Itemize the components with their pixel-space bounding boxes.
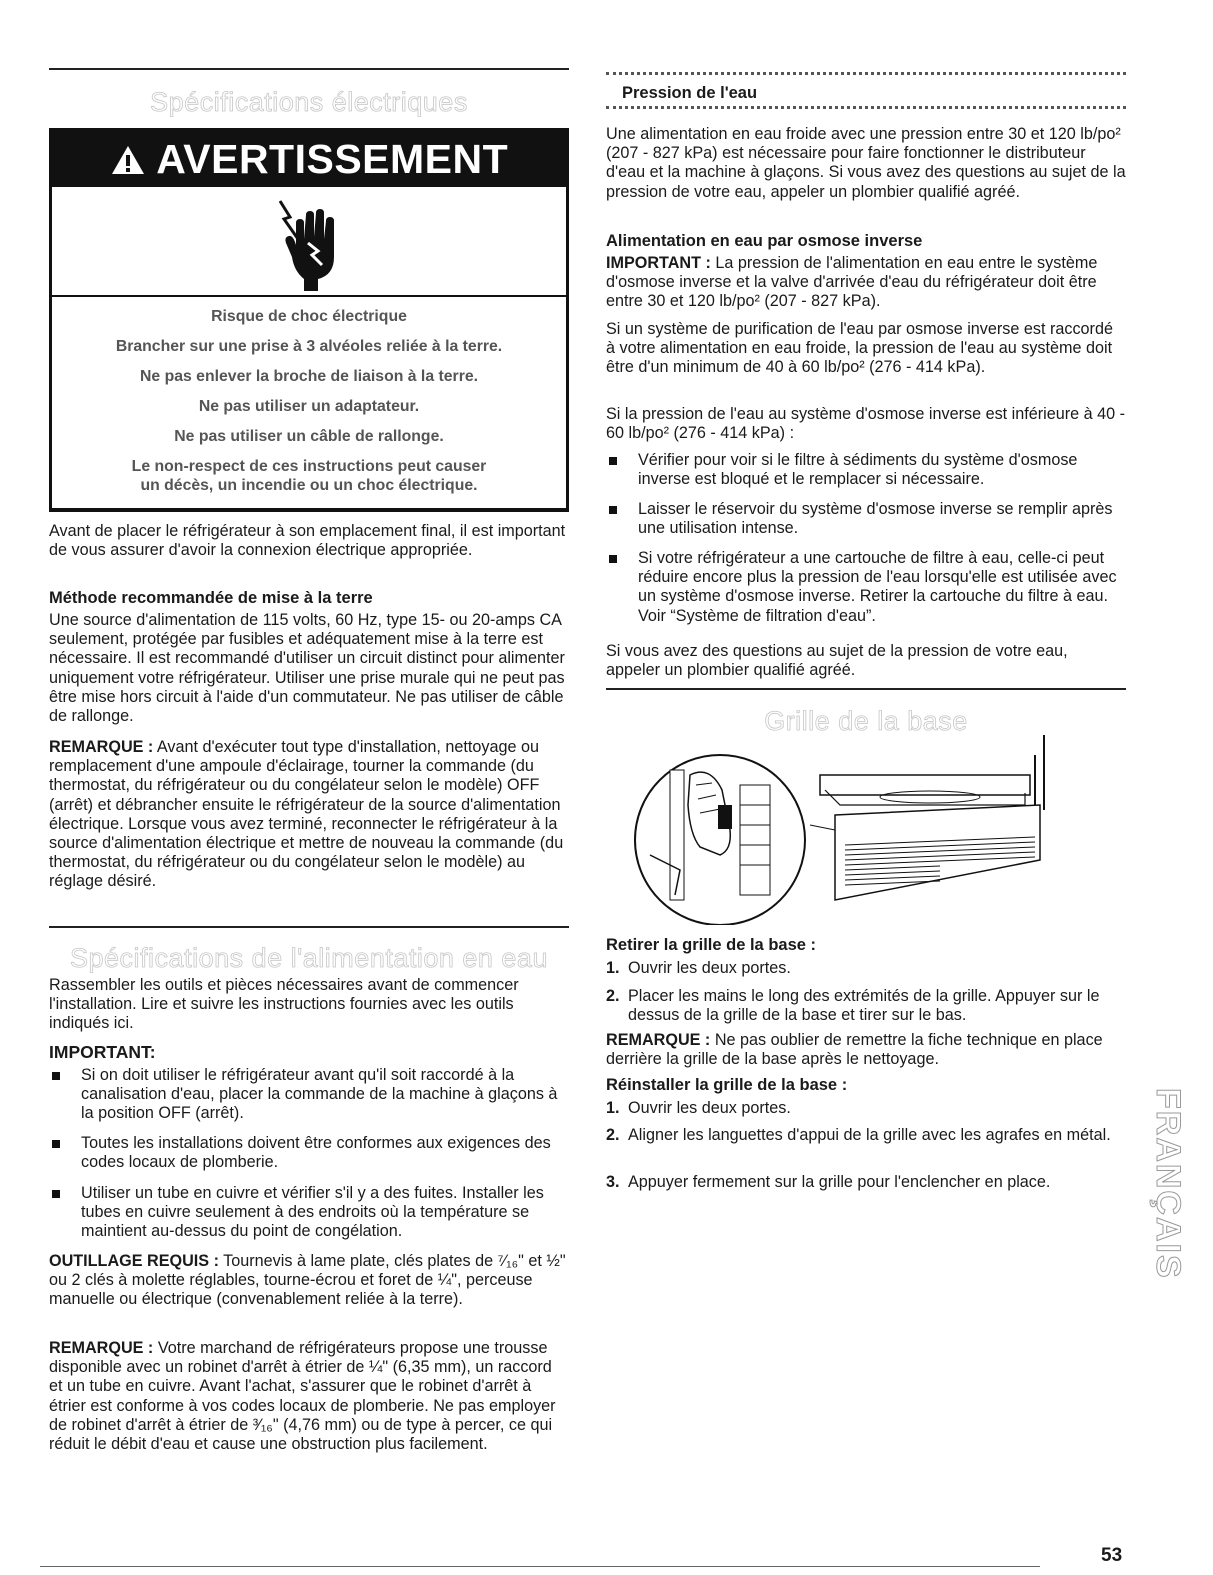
remove-step-text: Ouvrir les deux portes. xyxy=(628,959,791,977)
water-intro: Rassembler les outils et pièces nécessaires avant de commencer l'installation. Lire et suivre les instructions fournies avec les outils indiqués ici. xyxy=(49,976,519,1033)
rule-water-section xyxy=(49,926,569,928)
warning-line: Le non-respect de ces instructions peut causer xyxy=(131,458,487,475)
base-grille-illustration xyxy=(630,735,1060,925)
electric-shock-hand-icon xyxy=(274,195,344,295)
reinstall-step: 2. Aligner les languettes d'appui de la grille avec les agrafes en métal. xyxy=(606,1126,1111,1144)
warning-header xyxy=(52,131,566,187)
dotted-rule-top xyxy=(606,72,1126,75)
remark-2-label: REMARQUE : xyxy=(49,1339,154,1357)
remark-3-label: REMARQUE : xyxy=(606,1031,711,1049)
remark-3-text: Ne pas oublier de remettre la fiche technique en place derrière la grille de la base après le nettoyage. xyxy=(606,1031,1103,1069)
section-title-water: Spécifications de l'alimentation en eau xyxy=(70,943,548,973)
warning-triangle-icon xyxy=(110,136,156,182)
remove-step: 2. Placer les mains le long des extrémités de la grille. Appuyer sur le dessus de la grille de la base et tirer sur le bas. xyxy=(606,987,1100,1025)
remove-grille-heading: Retirer la grille de la base : xyxy=(606,936,817,954)
grounding-text: Une source d'alimentation de 115 volts, 60 Hz, type 15- ou 20-amps CA seulement, protégée par fusibles et adéquatement mise à la terre est nécessaire. Il est recommandé d'utiliser un circuit distinct pour alimenter uniquement votre réfrigérateur. Utiliser une prise murale qui ne peut pas être mise hors circuit à l'aide d'un commutateur. Ne pas utiliser de câble de rallonge. xyxy=(49,611,565,726)
remark-1-label: REMARQUE : xyxy=(49,738,154,756)
page-number: 53 xyxy=(1101,1545,1123,1566)
ro-heading: Alimentation en eau par osmose inverse xyxy=(606,232,923,250)
remark-1 xyxy=(49,738,569,892)
reinstall-step-text: Aligner les languettes d'appui de la grille avec les agrafes en métal. xyxy=(628,1126,1111,1144)
section-title-grille: Grille de la base xyxy=(764,706,968,736)
important-bullet: Utiliser un tube en cuivre et vérifier s'il y a des fuites. Installer les tubes en cuivre seulement à des endroits où la température se maintient au-dessus du point de congélation. xyxy=(49,1184,569,1242)
remark-2 xyxy=(49,1339,569,1454)
reinstall-step-text: Appuyer fermement sur la grille pour l'enclencher en place. xyxy=(628,1173,1051,1191)
ro-important xyxy=(606,254,1126,312)
ro-important-text: La pression de l'alimentation en eau entre le système d'osmose inverse et la valve d'arrivée d'eau du réfrigérateur doit être entre 30 et 120 lb/po² (207 - 827 kPa). xyxy=(606,254,1098,311)
dotted-rule-bottom xyxy=(606,106,1126,109)
warning-line: un décès, un incendie ou un choc électrique. xyxy=(140,477,478,494)
warning-header-text: AVERTISSEMENT xyxy=(156,136,509,182)
warning-line: Ne pas enlever la broche de liaison à la terre. xyxy=(139,368,479,385)
remark-3 xyxy=(606,1031,1126,1069)
reinstall-step: 3. Appuyer fermement sur la grille pour l'enclencher en place. xyxy=(606,1173,1051,1191)
warning-icon-area xyxy=(52,187,566,297)
reinstall-grille-heading: Réinstaller la grille de la base : xyxy=(606,1076,848,1094)
important-heading: IMPORTANT: xyxy=(49,1042,156,1062)
tools-paragraph xyxy=(49,1252,569,1310)
reinstall-step: 1. Ouvrir les deux portes. xyxy=(606,1099,791,1117)
remark-2-text: Votre marchand de réfrigérateurs propose une trousse disponible avec un robinet d'arrêt à étrier de ¼" (6,35 mm), un raccord et un tube en cuivre. Avant l'achat, s'assurer que le robinet d'arrêt à étrier est conforme à vos codes locaux de plomberie. Ne pas employer de robinet d'arrêt à étrier de ³⁄₁₆" (4,76 mm) ou de type à percer, ce qui réduit le débit d'eau et cause une obstruction plus facilement. xyxy=(49,1339,556,1454)
ro-bullet: Vérifier pour voir si le filtre à sédiments du système d'osmose inverse est bloqué et le remplacer si nécessaire. xyxy=(606,451,1126,489)
reinstall-step-text: Ouvrir les deux portes. xyxy=(628,1099,791,1117)
pressure-text: Une alimentation en eau froide avec une pression entre 30 et 120 lb/po² (207 - 827 kPa) est nécessaire pour faire fonctionner le distributeur d'eau et la machine à glaçons. Si vous avez des questions au sujet de la pression de votre eau, appeler un plombier qualifié agréé. xyxy=(606,125,1126,201)
ro-paragraph-2: Si un système de purification de l'eau par osmose inverse est raccordé à votre alimentation en eau froide, la pression de l'eau au système doit être d'un minimum de 40 à 60 lb/po² (276 - 414 kPa). xyxy=(606,320,1113,377)
tools-text: Tournevis à lame plate, clés plates de ⁷⁄₁₆" et ½" ou 2 clés à molette réglables, tourne-écrou et foret de ¼", perceuse manuelle ou électrique (convenablement reliée à la terre). xyxy=(49,1252,566,1309)
remove-step: 1. Ouvrir les deux portes. xyxy=(606,959,791,977)
ro-bullet: Si votre réfrigérateur a une cartouche de filtre à eau, celle-ci peut réduire encore plus la pression de l'eau lorsqu'elle est utilisée avec un système d'osmose inverse. Retirer la cartouche du filtre à eau. Voir “Système de filtration d'eau”. xyxy=(606,549,1126,626)
warning-line: Ne pas utiliser un adaptateur. xyxy=(198,398,420,415)
ro-paragraph-3: Si la pression de l'eau au système d'osmose inverse est inférieure à 40 - 60 lb/po² (276 - 414 kPa) : xyxy=(606,405,1126,443)
grounding-heading: Méthode recommandée de mise à la terre xyxy=(49,589,373,607)
warning-line: Ne pas utiliser un câble de rallonge. xyxy=(174,428,444,445)
ro-important-label: IMPORTANT : xyxy=(606,254,711,272)
tools-label: OUTILLAGE REQUIS : xyxy=(49,1252,219,1270)
section-title-electrical: Spécifications électriques xyxy=(150,87,468,117)
important-bullet: Si on doit utiliser le réfrigérateur avant qu'il soit raccordé à la canalisation d'eau, placer la commande de la machine à glaçons à la position OFF (arrêt). xyxy=(49,1066,569,1124)
rule-grille-section xyxy=(606,688,1126,690)
remark-1-text: Avant d'exécuter tout type d'installation, nettoyage ou remplacement d'une ampoule d'éclairage, tourner la commande (du thermostat, du réfrigérateur ou du congélateur selon le modèle) OFF (arrêt) et débrancher ensuite le réfrigérateur de la source d'alimentation électrique. Lorsque vous avez terminé, reconnecter le réfrigérateur à la source d'alimentation électrique et mettre de nouveau la commande (du thermostat, du réfrigérateur ou du congélateur selon le modèle) au réglage désiré. xyxy=(49,738,564,891)
important-bullet: Toutes les installations doivent être conformes aux exigences des codes locaux de plomberie. xyxy=(49,1134,569,1172)
ro-bullet: Laisser le réservoir du système d'osmose inverse se remplir après une utilisation intense. xyxy=(606,500,1126,538)
top-rule-left xyxy=(49,68,569,70)
warning-line: Risque de choc électrique xyxy=(211,308,407,325)
warning-box xyxy=(49,128,569,512)
warning-line: Brancher sur une prise à 3 alvéoles reliée à la terre. xyxy=(115,338,503,355)
ro-paragraph-4: Si vous avez des questions au sujet de la pression de votre eau, appeler un plombier qualifié agréé. xyxy=(606,642,1068,680)
pressure-heading: Pression de l'eau xyxy=(622,84,758,102)
remove-step-text: Placer les mains le long des extrémités de la grille. Appuyer sur le dessus de la grille de la base et tirer sur le bas. xyxy=(628,987,1100,1025)
bottom-rule xyxy=(40,1566,1040,1567)
electrical-intro: Avant de placer le réfrigérateur à son emplacement final, il est important de vous assurer d'avoir la connexion électrique appropriée. xyxy=(49,522,566,560)
language-side-tab xyxy=(1148,1088,1188,1338)
warning-lines xyxy=(52,297,566,495)
language-side-tab-text: FRANÇAIS xyxy=(1149,1088,1187,1280)
